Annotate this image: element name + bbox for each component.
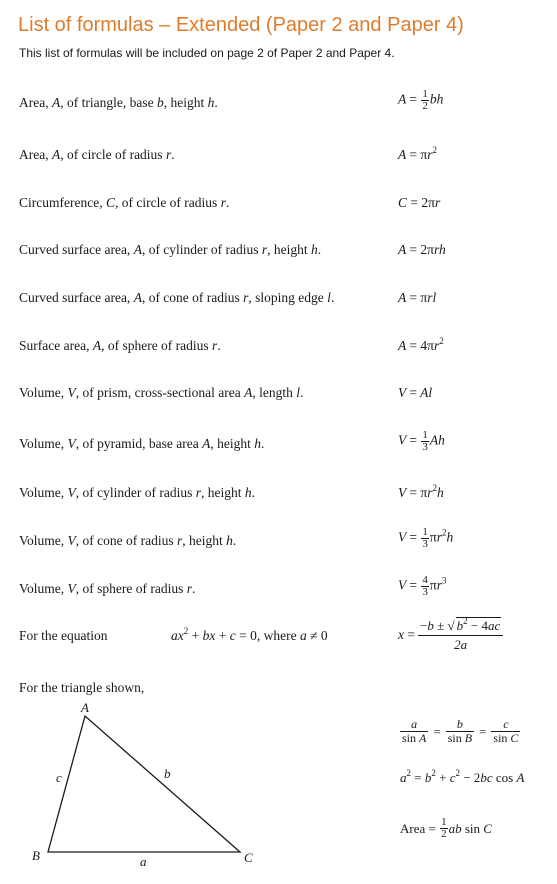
vertex-label-a: A	[81, 700, 89, 715]
formula-description-text: Curved surface area, A, of cylinder of radius r, height h.	[19, 242, 322, 257]
side-label-c: c	[56, 770, 62, 785]
vertex-label-c: C	[244, 850, 253, 865]
triangle-diagram	[26, 700, 266, 868]
quadratic-equation: $ax^2$ + bx + c = 0, where a ≠ 0	[171, 626, 328, 643]
side-label-b: b	[164, 766, 171, 781]
formula-cylinder-curved-area: A = 2πrh	[398, 242, 446, 257]
formula-description-cylinder-volume	[19, 485, 255, 501]
formula-description-text: Circumference, C, of circle of radius r.	[19, 195, 230, 210]
formula-description-text: Area, A, of circle of radius r.	[19, 147, 175, 162]
formula-description-prism-volume	[19, 385, 303, 401]
formula-cone-curved-area: A = πrl	[398, 290, 437, 305]
cosine-rule: $a^2 = b^2 + c^2 - 2bc$ cos A	[400, 768, 525, 785]
formula-prism-volume: V = Al	[398, 385, 433, 400]
formula-description-sphere-area	[19, 338, 221, 354]
quadratic-label: For the equation	[19, 628, 108, 643]
formula-description-text: Volume, V, of pyramid, base area A, height h.	[19, 436, 265, 451]
formula-description-pyramid-volume	[19, 436, 264, 452]
formula-description-text: Surface area, A, of sphere of radius r.	[19, 338, 221, 353]
formula-description-cone-volume	[19, 533, 236, 549]
formula-description-text: Area, A, of triangle, base b, height h.	[19, 95, 218, 110]
formula-sphere-volume: V = $\frac{4}{3}$ $\pi r^3$	[398, 574, 447, 598]
formula-cylinder-volume: $V = \pi r^2h$	[398, 483, 444, 500]
formula-description-text: Volume, V, of cone of radius r, height h.	[19, 533, 237, 548]
formula-description-text: Volume, V, of sphere of radius r.	[19, 581, 196, 596]
formula-description-text: Volume, V, of cylinder of radius r, height h.	[19, 485, 255, 500]
triangle-outline	[48, 716, 240, 852]
quadratic-formula: x = $\frac{-b \pm √ b^2 - 4ac}{2a}$	[398, 617, 503, 653]
formula-description-text: Curved surface area, A, of cone of radius r, sloping edge l.	[19, 290, 335, 305]
formula-triangle-area: A = $\frac{1}{2}$ bh	[398, 88, 444, 112]
formula-description-sphere-volume	[19, 581, 195, 597]
vertex-label-b: B	[32, 848, 40, 863]
page-title: List of formulas – Extended (Paper 2 and Paper 4)	[18, 14, 464, 36]
formula-description-triangle-area	[19, 95, 218, 111]
sine-rule: $\frac{a}{\text{sin A}}$ = $\frac{b}{\text{sin B}}$ = $\frac{c}{\text{sin C}}$	[402, 717, 519, 745]
formula-sphere-area: $A = 4\pi r^2$	[398, 336, 444, 353]
page-subtitle: This list of formulas will be included on page 2 of Paper 2 and Paper 4.	[19, 46, 395, 60]
formula-description-cone-curved-area	[19, 290, 334, 306]
formula-circle-area: $A = \pi r^2$	[398, 145, 437, 162]
formula-pyramid-volume: V = $\frac{1}{3}$ Ah	[398, 429, 445, 453]
triangle-area-rule: Area = $\frac{1}{2}$ ab sin C	[400, 816, 492, 840]
formula-circumference: C = 2πr	[398, 195, 441, 210]
formula-description-cylinder-curved-area	[19, 242, 321, 258]
triangle-intro: For the triangle shown,	[19, 680, 145, 695]
formula-description-circumference	[19, 195, 229, 211]
formula-description-text: Volume, V, of prism, cross-sectional area A, length l.	[19, 385, 304, 400]
formula-cone-volume: V = $\frac{1}{3}$ $\pi r^2h$	[398, 526, 454, 550]
formula-description-circle-area	[19, 147, 175, 163]
side-label-a: a	[140, 854, 147, 868]
